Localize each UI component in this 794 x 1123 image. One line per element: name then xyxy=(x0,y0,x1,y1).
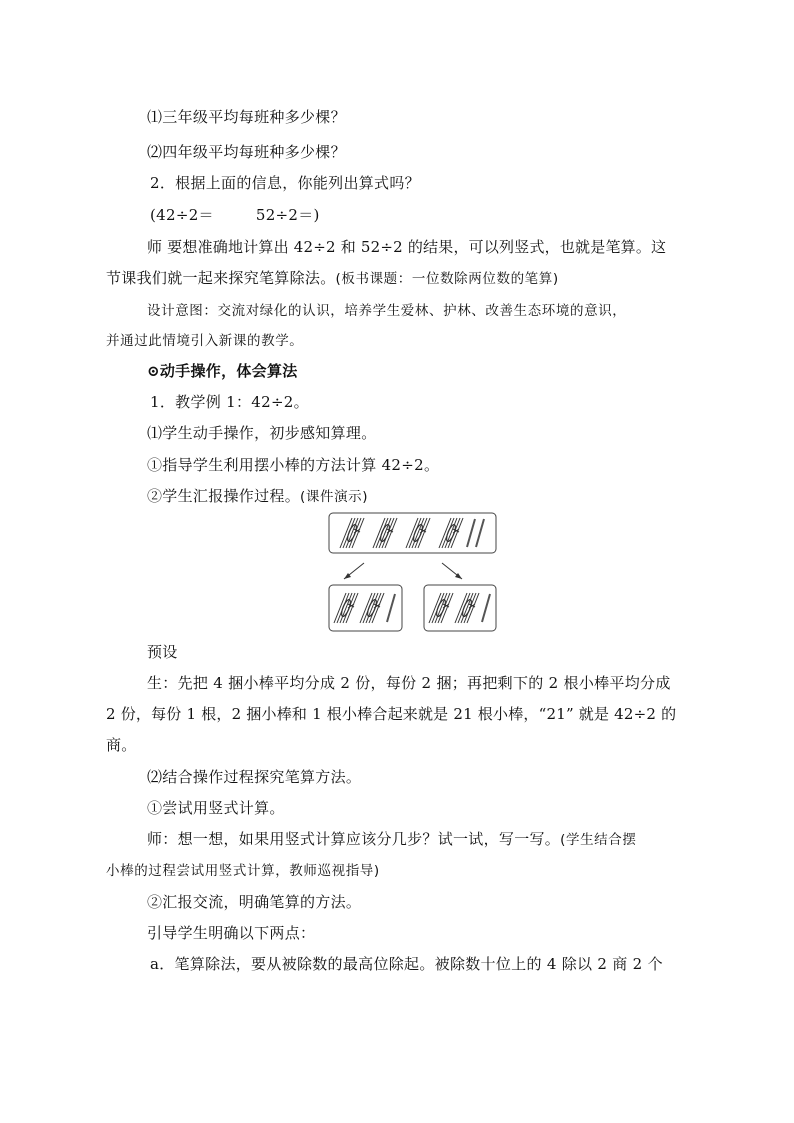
example-1: 1．教学例 1：42÷2。 xyxy=(150,393,309,411)
point-a: a．笔算除法，要从被除数的最高位除起。被除数十位上的 4 除以 2 商 2 个 xyxy=(150,955,663,973)
section-heading: ⊙动手操作，体会算法 xyxy=(147,362,298,380)
item-2: 2．根据上面的信息，你能列出算式吗？ xyxy=(150,174,420,192)
blackboard-note: (板书课题：一位数除两位数的笔算) xyxy=(335,271,559,287)
formula-b: 52÷2＝) xyxy=(255,206,320,224)
question-2: ⑵四年级平均每班种多少棵？ xyxy=(147,143,346,161)
teacher-line-2: 师：想一想，如果用竖式计算应该分几步？试一试，写一写。(学生结合摆 xyxy=(147,830,637,848)
design-intent-2: 并通过此情境引入新课的教学。 xyxy=(106,333,304,349)
student-line-3: 商。 xyxy=(106,736,137,754)
circle-2: ②学生汇报操作过程。(课件演示) xyxy=(147,487,369,505)
report-line: ②汇报交流，明确笔算的方法。 xyxy=(147,893,362,911)
teacher-line-1-cont: 节课我们就一起来探究笔算除法。(板书课题：一位数除两位数的笔算) xyxy=(106,269,559,287)
circle-1: ①指导学生利用摆小棒的方法计算 42÷2。 xyxy=(147,456,440,474)
formula-line xyxy=(0,205,794,225)
teacher-line-1: 师 要想准确地计算出 42÷2 和 52÷2 的结果，可以列竖式，也就是笔算。这 xyxy=(147,238,667,256)
courseware-note: (课件演示) xyxy=(300,489,369,505)
design-intent-1: 设计意图：交流对绿化的认识，培养学生爱林、护林、改善生态环境的意识， xyxy=(147,303,627,319)
teacher-note: (学生结合摆 xyxy=(560,832,637,848)
student-line-2: 2 份，每份 1 根，2 捆小棒和 1 根小棒合起来就是 21 根小棒，“21” 就是 42÷2 的 xyxy=(106,705,677,723)
preset-label: 预设 xyxy=(147,643,178,661)
step-1: ⑴学生动手操作，初步感知算理。 xyxy=(147,424,377,442)
guide-line: 引导学生明确以下两点： xyxy=(147,924,316,942)
teacher-line-2-cont: 小棒的过程尝试用竖式计算，教师巡视指导) xyxy=(106,863,380,879)
stick-bundles-figure xyxy=(328,511,498,633)
try-vertical: ①尝试用竖式计算。 xyxy=(147,799,285,817)
formula-a: (42÷2＝ xyxy=(150,206,214,224)
step-2: ⑵结合操作过程探究笔算方法。 xyxy=(147,768,362,786)
student-line-1: 生：先把 4 捆小棒平均分成 2 份，每份 2 捆；再把剩下的 2 根小棒平均分成 xyxy=(147,674,671,692)
question-1: ⑴三年级平均每班种多少棵？ xyxy=(147,108,346,126)
